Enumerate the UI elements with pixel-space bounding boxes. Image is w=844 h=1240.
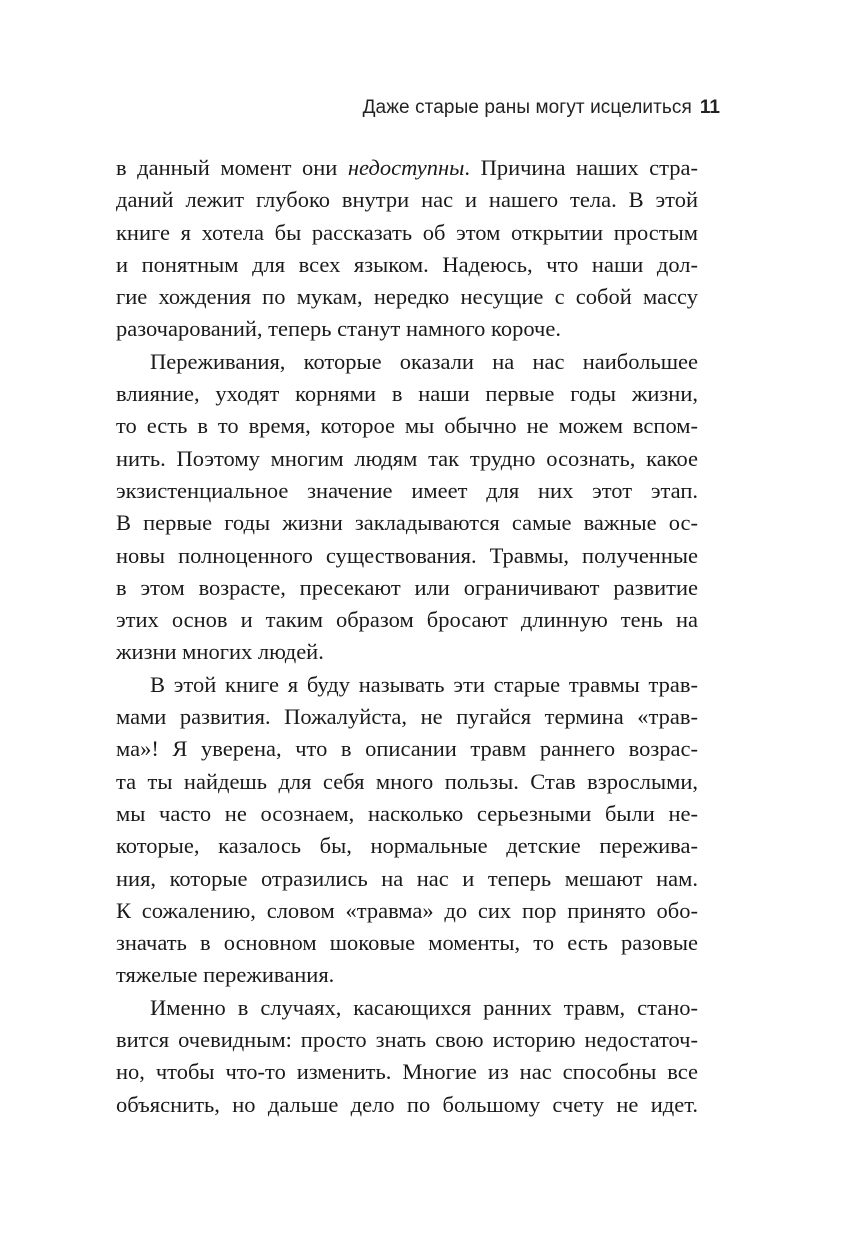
text-line: мами развития. Пожалуйста, не пугайся термина «трав- <box>116 704 698 730</box>
text-line: нить. Поэтому многим людям так трудно осознать, какое <box>116 445 698 471</box>
text-line: Переживания, которые оказали на нас наибольшее <box>150 348 698 374</box>
text-line: гие хождения по мукам, нередко несущие с собой массу <box>116 284 698 310</box>
text-line: этих основ и таким образом бросают длинную тень на <box>116 607 698 633</box>
text-line: в этом возрасте, пресекают или ограничивают развитие <box>116 574 698 600</box>
text-line: ния, которые отразились на нас и теперь мешают нам. <box>116 865 698 891</box>
running-header <box>363 96 720 120</box>
running-header-title: Даже старые раны могут исцелиться <box>362 97 692 118</box>
text-line: В этой книге я буду называть эти старые травмы трав- <box>150 671 698 697</box>
text-line: экзистенциальное значение имеет для них этот этап. <box>116 477 698 503</box>
emphasized-word: недоступны <box>347 155 465 180</box>
text-line: жизни многих людей. <box>116 639 324 665</box>
text-line: разочарований, теперь станут намного короче. <box>116 316 561 342</box>
paragraph-1 <box>116 152 698 346</box>
text-line: В первые годы жизни закладываются самые важные ос- <box>116 510 698 536</box>
paragraph-3 <box>116 669 698 992</box>
text-line: новы полноценного существования. Травмы, полученные <box>116 542 698 568</box>
text-line: Именно в случаях, касающихся ранних травм, стано- <box>150 994 698 1020</box>
text-line: книге я хотела бы рассказать об этом открытии простым <box>116 219 698 245</box>
text-line: та ты найдешь для себя много пользы. Став взрослыми, <box>116 768 698 794</box>
text-line: но, чтобы что-то изменить. Многие из нас способны все <box>116 1059 698 1085</box>
text-line: то есть в то время, которое мы обычно не можем вспом- <box>116 413 698 439</box>
text-segment: в данный момент они <box>116 155 348 180</box>
text-line: значать в основном шоковые моменты, то есть разовые <box>116 930 698 956</box>
text-line: влияние, уходят корнями в наши первые годы жизни, <box>116 381 698 407</box>
paragraph-2 <box>116 346 698 669</box>
text-line: вится очевидным: просто знать свою историю недостаточ- <box>116 1027 698 1053</box>
paragraph-4 <box>116 992 698 1121</box>
text-line: тяжелые переживания. <box>116 962 335 988</box>
text-line: которые, казалось бы, нормальные детские пережива- <box>116 833 698 859</box>
page-number: 11 <box>699 97 720 118</box>
text-line <box>116 152 698 184</box>
text-line: мы часто не осознаем, насколько серьезными были не- <box>116 800 698 826</box>
text-segment: . Причина наших стра- <box>464 155 698 180</box>
text-line: ма»! Я уверена, что в описании травм раннего возрас- <box>116 736 698 762</box>
text-line: объяснить, но дальше дело по большому счету не идет. <box>116 1091 698 1117</box>
body-text <box>116 152 698 1121</box>
text-line: даний лежит глубоко внутри нас и нашего тела. В этой <box>116 187 698 213</box>
text-line: и понятным для всех языком. Надеюсь, что наши дол- <box>116 251 698 277</box>
text-line: К сожалению, словом «травма» до сих пор принято обо- <box>116 897 698 923</box>
